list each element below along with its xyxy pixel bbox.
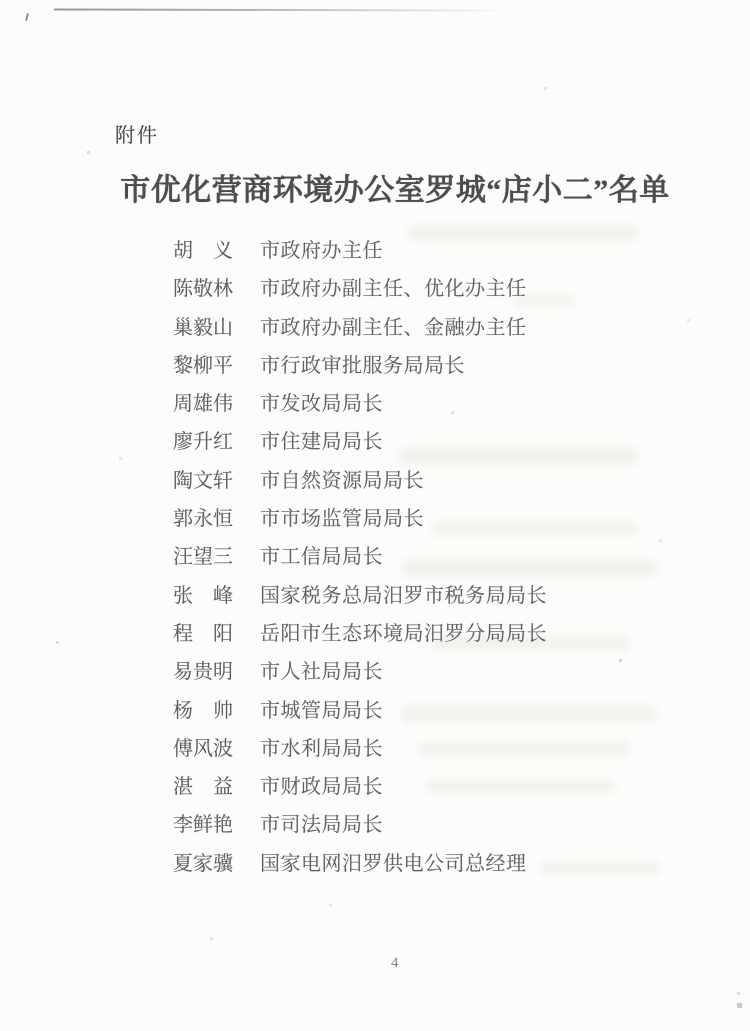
person-name: 张 峰 (173, 584, 233, 607)
roster-list (173, 239, 547, 890)
person-name: 廖升红 (173, 431, 233, 454)
roster-row (173, 699, 547, 737)
roster-row (173, 392, 547, 430)
person-position: 市行政审批服务局局长 (260, 354, 465, 377)
person-position: 市工信局局长 (260, 546, 383, 569)
person-position: 市司法局局长 (260, 814, 383, 837)
corner-mark-artifact (25, 13, 29, 21)
person-name: 湛 益 (173, 776, 233, 799)
person-position: 市城管局局长 (260, 699, 383, 722)
person-name: 汪望三 (173, 546, 233, 569)
roster-row (173, 545, 547, 583)
person-position: 市人社局局长 (260, 661, 383, 684)
person-name: 巢毅山 (173, 316, 233, 339)
roster-row (173, 469, 547, 507)
roster-row (173, 354, 547, 392)
roster-row (173, 852, 547, 890)
person-name: 胡 义 (173, 240, 233, 262)
roster-row (173, 775, 547, 813)
person-name: 程 阳 (173, 622, 233, 645)
bleed-through-artifact (540, 862, 660, 874)
roster-row (173, 584, 547, 622)
person-name: 陈敬林 (173, 278, 233, 301)
person-position: 市政府办主任 (260, 240, 383, 262)
person-name: 陶文轩 (173, 469, 233, 492)
person-name: 易贵明 (173, 661, 233, 684)
person-position: 市政府办副主任、优化办主任 (260, 278, 527, 301)
person-name: 杨 帅 (173, 699, 233, 722)
person-position: 市市场监管局局长 (260, 508, 424, 531)
roster-row (173, 813, 547, 851)
roster-row (173, 277, 547, 315)
person-position: 市住建局局长 (260, 431, 383, 454)
person-name: 傅风波 (173, 737, 233, 760)
document-title: 市优化营商环境办公室罗城“店小二”名单 (120, 174, 670, 207)
page-number: 4 (391, 955, 399, 971)
person-name: 夏家骥 (173, 852, 233, 875)
person-position: 市自然资源局局长 (260, 469, 424, 492)
bleed-through-artifact (408, 226, 638, 240)
roster-row (173, 507, 547, 545)
paper-specks (0, 0, 1, 1)
roster-row (173, 660, 547, 698)
person-position: 国家税务总局汨罗市税务局局长 (260, 584, 547, 607)
person-position: 国家电网汨罗供电公司总经理 (260, 852, 527, 875)
roster-row (173, 316, 547, 354)
roster-row (173, 239, 547, 277)
person-name: 周雄伟 (173, 393, 233, 416)
person-position: 市水利局局长 (260, 737, 383, 760)
roster-row (173, 622, 547, 660)
person-position: 岳阳市生态环境局汨罗分局局长 (260, 622, 547, 645)
roster-row (173, 430, 547, 468)
scan-line-artifact (54, 9, 514, 12)
person-name: 郭永恒 (173, 508, 233, 531)
person-position: 市财政局局长 (260, 776, 383, 799)
roster-row (173, 737, 547, 775)
attachment-label: 附件 (115, 125, 159, 147)
person-name: 李鲜艳 (173, 814, 233, 837)
person-position: 市发改局局长 (260, 393, 383, 416)
person-name: 黎柳平 (173, 354, 233, 377)
person-position: 市政府办副主任、金融办主任 (260, 316, 527, 339)
